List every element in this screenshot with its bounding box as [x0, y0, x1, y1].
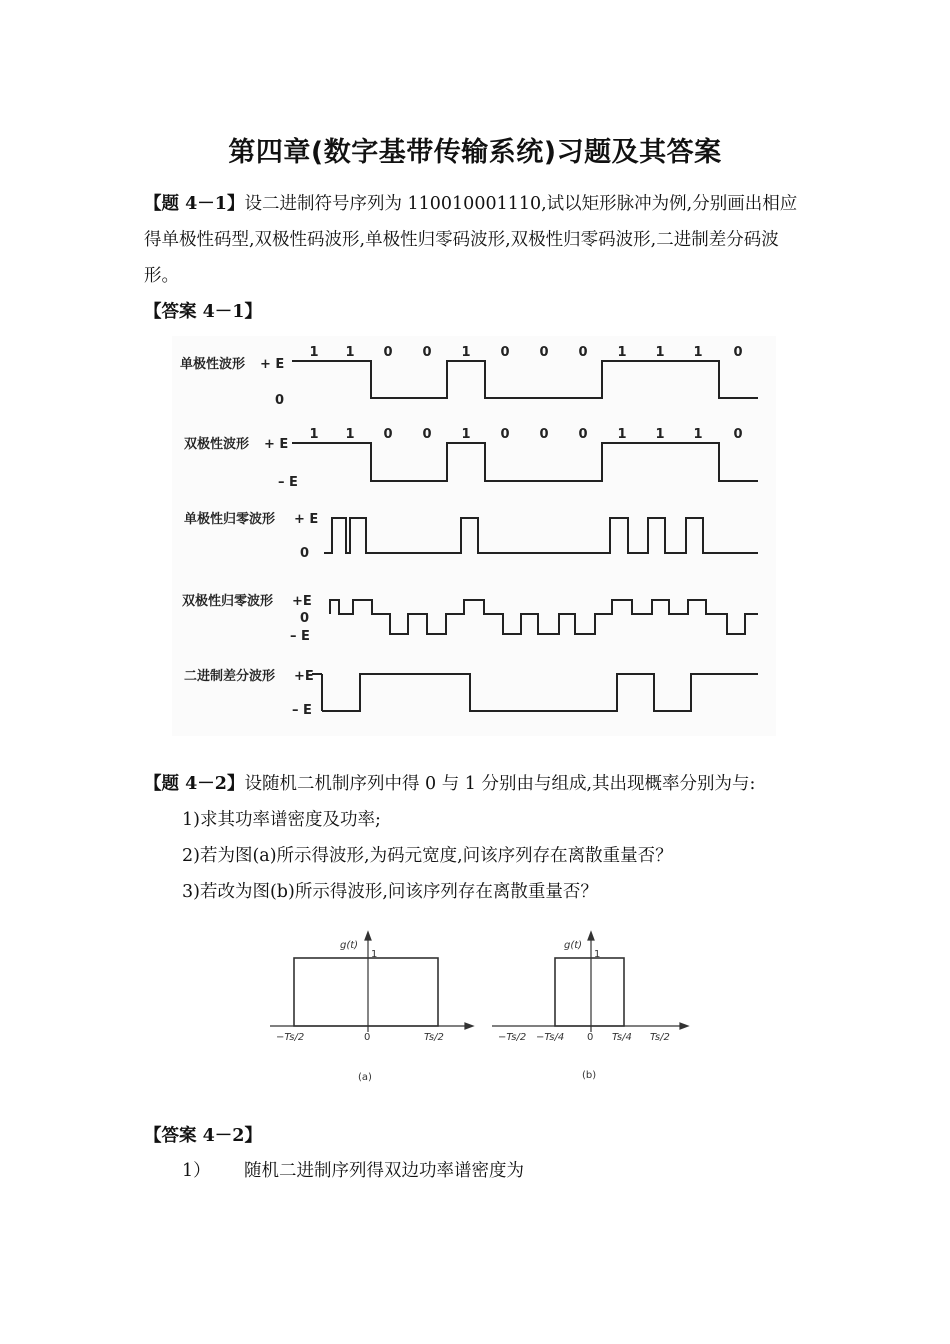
level-label: – E — [290, 629, 310, 644]
tick-label: Ts/2 — [650, 1032, 670, 1043]
bit-label: 1 — [617, 345, 627, 360]
bit-label: 1 — [345, 345, 355, 360]
bit-label: 0 — [422, 345, 432, 360]
ylabel-b: g(t) — [564, 940, 583, 951]
bit-label: 0 — [733, 345, 743, 360]
question-tag: 【题 4－2】 — [144, 774, 245, 794]
bit-label: 1 — [693, 427, 703, 442]
answer-item-text: 随机二进制序列得双边功率谱密度为 — [244, 1161, 524, 1181]
level-label: 0 — [300, 546, 310, 561]
level-label: – E — [292, 703, 312, 718]
bit-label: 0 — [500, 345, 510, 360]
page-title: 第四章(数字基带传输系统)习题及其答案 — [228, 137, 722, 168]
question-item-2: 2)若为图(a)所示得波形,为码元宽度,问该序列存在离散重量否？ — [182, 846, 673, 866]
question-4-1 — [144, 186, 812, 294]
bit-label: 0 — [383, 345, 393, 360]
pulse-figures — [260, 928, 700, 1088]
pulse-b — [555, 958, 624, 1026]
bit-label: 1 — [693, 345, 703, 360]
y-arrow-a — [365, 932, 371, 940]
row-label-unipolar: 单极性波形 — [180, 357, 246, 372]
answer-4-2-tag: 【答案 4－2】 — [144, 1126, 262, 1146]
bipolar-rz-waveform — [330, 600, 758, 634]
bit-label: 1 — [461, 427, 471, 442]
level-label: 0 — [300, 611, 310, 626]
bit-label: 1 — [461, 345, 471, 360]
bit-label: 1 — [309, 345, 319, 360]
level-label: – E — [278, 475, 298, 490]
caption-a: (a) — [358, 1072, 372, 1083]
bit-label: 0 — [578, 427, 588, 442]
bit-label: 0 — [422, 427, 432, 442]
question-item-1: 1)求其功率谱密度及功率; — [182, 810, 381, 830]
level-label: +E — [294, 669, 314, 684]
bit-labels-row-2 — [309, 427, 742, 442]
differential-waveform — [322, 674, 758, 711]
level-label: + E — [264, 437, 289, 452]
tick-label: Ts/2 — [424, 1032, 444, 1043]
level-label: +E — [292, 594, 312, 609]
x-arrow-a — [465, 1023, 473, 1029]
question-4-2 — [144, 770, 755, 795]
row-label-bipolar: 双极性波形 — [184, 437, 250, 452]
bit-label: 0 — [383, 427, 393, 442]
question-tag: 【题 4－1】 — [144, 194, 245, 214]
unipolar-waveform — [292, 361, 758, 398]
tick-label: −Ts/4 — [536, 1032, 565, 1043]
ylabel-a: g(t) — [340, 940, 359, 951]
level-label: + E — [294, 512, 319, 527]
row-label-bipolar-rz: 双极性归零波形 — [182, 594, 274, 609]
level-label: + E — [260, 357, 285, 372]
bit-label: 0 — [539, 427, 549, 442]
answer-item-number: 1） — [182, 1161, 211, 1181]
tick-label: 0 — [364, 1032, 371, 1043]
question-item-3: 3)若改为图(b)所示得波形,问该序列存在离散重量否？ — [182, 882, 598, 902]
one-label-b: 1 — [594, 949, 601, 960]
bit-label: 1 — [655, 345, 665, 360]
pulse-a — [294, 958, 438, 1026]
row-label-unipolar-rz: 单极性归零波形 — [184, 512, 276, 527]
row-label-differential: 二进制差分波形 — [184, 669, 276, 684]
bit-label: 1 — [345, 427, 355, 442]
level-label: 0 — [275, 393, 285, 408]
tick-label: Ts/4 — [612, 1032, 632, 1043]
x-arrow-b — [680, 1023, 688, 1029]
bit-label: 1 — [617, 427, 627, 442]
unipolar-rz-waveform — [324, 518, 758, 553]
bit-label: 0 — [500, 427, 510, 442]
bipolar-waveform — [292, 443, 758, 481]
tick-label: 0 — [587, 1032, 594, 1043]
waveform-diagram — [172, 336, 776, 736]
one-label-a: 1 — [371, 949, 378, 960]
caption-b: (b) — [582, 1070, 597, 1081]
tick-label: −Ts/2 — [276, 1032, 305, 1043]
question-text: 设随机二机制序列中得 0 与 1 分别由与组成,其出现概率分别为与: — [244, 774, 756, 794]
y-arrow-b — [588, 932, 594, 940]
bit-label: 0 — [539, 345, 549, 360]
waveform-figure — [172, 336, 776, 736]
bit-label: 1 — [309, 427, 319, 442]
bit-labels-row-1 — [309, 345, 742, 360]
bit-label: 1 — [655, 427, 665, 442]
question-text: 设二进制符号序列为 110010001110,试以矩形脉冲为例,分别画出相应得单极性码型,双极性码波形,单极性归零码波形,双极性归零码波形,二进制差分码波形。 — [144, 194, 798, 286]
tick-label: −Ts/2 — [498, 1032, 527, 1043]
bit-label: 0 — [578, 345, 588, 360]
bit-label: 0 — [733, 427, 743, 442]
answer-4-1-tag: 【答案 4－1】 — [144, 302, 262, 322]
